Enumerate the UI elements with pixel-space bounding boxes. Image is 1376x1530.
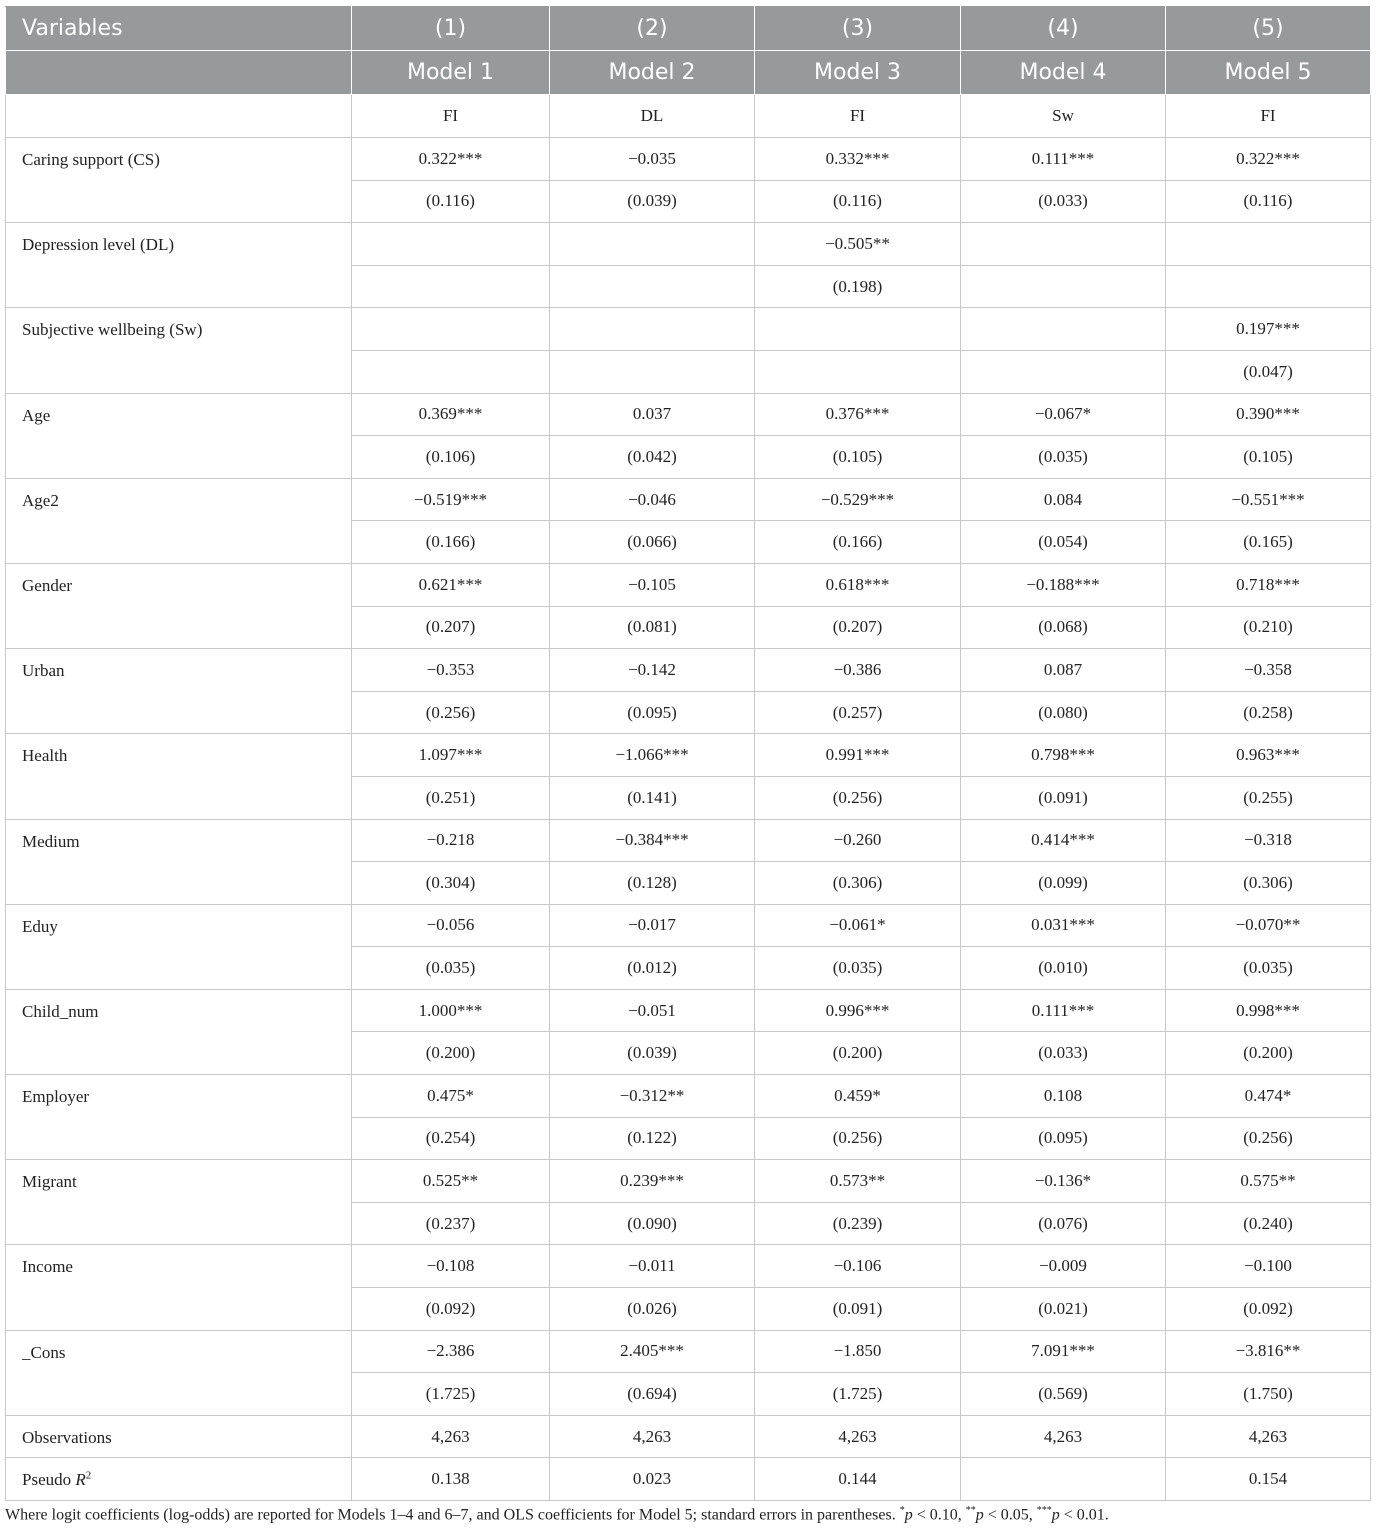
se-cell: (0.033)	[961, 180, 1166, 223]
variable-label-health: Health	[6, 734, 352, 819]
coef-cell: 0.376***	[755, 393, 961, 436]
pseudo-r2-label-text: Pseudo	[22, 1470, 76, 1490]
coef-cell: 0.108	[961, 1075, 1166, 1118]
se-cell: (1.750)	[1166, 1373, 1371, 1416]
se-cell: (0.569)	[961, 1373, 1166, 1416]
se-cell	[1166, 265, 1371, 308]
dependent-model-5: FI	[1166, 95, 1371, 138]
se-cell: (0.210)	[1166, 606, 1371, 649]
se-cell: (0.091)	[961, 776, 1166, 819]
coef-cell	[961, 308, 1166, 351]
se-cell: (0.095)	[961, 1117, 1166, 1160]
coef-cell: −0.551***	[1166, 478, 1371, 521]
observations-cell: 4,263	[755, 1415, 961, 1458]
coef-row-income	[6, 1245, 1371, 1288]
se-cell: (0.090)	[550, 1202, 755, 1245]
se-cell: (0.251)	[352, 776, 550, 819]
pseudo-r2-cell: 0.138	[352, 1458, 550, 1501]
header-col-5: (5)	[1166, 7, 1371, 51]
variable-label-employer: Employer	[6, 1075, 352, 1160]
se-cell: (0.256)	[1166, 1117, 1371, 1160]
se-cell: (0.200)	[755, 1032, 961, 1075]
coef-cell: −0.070**	[1166, 904, 1371, 947]
coef-cell: 0.459*	[755, 1075, 961, 1118]
se-cell: (0.035)	[961, 436, 1166, 479]
se-cell: (0.035)	[1166, 947, 1371, 990]
se-cell: (0.141)	[550, 776, 755, 819]
coef-cell: 1.097***	[352, 734, 550, 777]
se-cell: (0.200)	[352, 1032, 550, 1075]
se-cell: (0.010)	[961, 947, 1166, 990]
se-cell: (0.091)	[755, 1288, 961, 1331]
variable-label-urban: Urban	[6, 649, 352, 734]
coef-cell: 0.575**	[1166, 1160, 1371, 1203]
coef-row-subjective-wellbeing-sw	[6, 308, 1371, 351]
coef-row-health	[6, 734, 1371, 777]
header-model-2: Model 2	[550, 51, 755, 95]
se-cell: (0.116)	[1166, 180, 1371, 223]
footnote-p3-letter: p	[1051, 1506, 1060, 1524]
observations-cell: 4,263	[1166, 1415, 1371, 1458]
coef-cell: −0.051	[550, 989, 755, 1032]
coef-cell: −0.106	[755, 1245, 961, 1288]
se-cell: (0.239)	[755, 1202, 961, 1245]
se-cell: (0.066)	[550, 521, 755, 564]
pseudo-r2-label-r: R	[75, 1470, 86, 1490]
se-cell: (0.255)	[1166, 776, 1371, 819]
coef-cell: −0.529***	[755, 478, 961, 521]
header-col-1: (1)	[352, 7, 550, 51]
coef-row-eduy	[6, 904, 1371, 947]
observations-cell: 4,263	[550, 1415, 755, 1458]
regression-table	[5, 6, 1371, 1501]
coef-cell	[352, 223, 550, 266]
coef-cell: 0.621***	[352, 563, 550, 606]
header-col-4: (4)	[961, 7, 1166, 51]
pseudo-r2-label	[6, 1458, 352, 1501]
se-cell: (0.047)	[1166, 350, 1371, 393]
coef-cell: −0.386	[755, 649, 961, 692]
pseudo-r2-row	[6, 1458, 1371, 1501]
coef-cell	[755, 308, 961, 351]
coef-cell: −0.312**	[550, 1075, 755, 1118]
dependent-variable-row	[6, 95, 1371, 138]
se-cell: (0.257)	[755, 691, 961, 734]
footnote-p2-letter: p	[975, 1506, 984, 1524]
pseudo-r2-cell	[961, 1458, 1166, 1501]
coef-cell: −0.035	[550, 138, 755, 181]
coef-cell: −0.100	[1166, 1245, 1371, 1288]
coef-cell: 0.369***	[352, 393, 550, 436]
coef-cell: 0.239***	[550, 1160, 755, 1203]
coef-cell: −0.505**	[755, 223, 961, 266]
coef-cell: 0.111***	[961, 138, 1166, 181]
variable-label-medium: Medium	[6, 819, 352, 904]
coef-row-employer	[6, 1075, 1371, 1118]
se-cell: (0.068)	[961, 606, 1166, 649]
coef-cell: −0.519***	[352, 478, 550, 521]
footnote-p3-stars: ***	[1036, 1505, 1052, 1516]
se-cell: (0.039)	[550, 180, 755, 223]
se-cell	[550, 265, 755, 308]
se-cell	[961, 350, 1166, 393]
variable-label-age: Age	[6, 393, 352, 478]
footnote-p3-threshold: < 0.01.	[1059, 1506, 1109, 1524]
coef-cell	[550, 223, 755, 266]
se-cell	[961, 265, 1166, 308]
variable-label-migrant: Migrant	[6, 1160, 352, 1245]
coef-row-migrant	[6, 1160, 1371, 1203]
coef-row-caring-support-cs	[6, 138, 1371, 181]
se-cell: (0.254)	[352, 1117, 550, 1160]
footnote-p1-letter: p	[904, 1506, 913, 1524]
se-cell: (0.122)	[550, 1117, 755, 1160]
se-cell: (0.198)	[755, 265, 961, 308]
coef-cell	[961, 223, 1166, 266]
coef-cell: −0.260	[755, 819, 961, 862]
variable-label-gender: Gender	[6, 563, 352, 648]
header-col-2: (2)	[550, 7, 755, 51]
se-cell: (0.207)	[352, 606, 550, 649]
variable-label-caring-support-cs: Caring support (CS)	[6, 138, 352, 223]
se-cell: (0.306)	[755, 862, 961, 905]
coef-cell: 0.414***	[961, 819, 1166, 862]
table-footnote	[5, 1505, 1371, 1524]
observations-cell: 4,263	[352, 1415, 550, 1458]
coef-cell: 0.991***	[755, 734, 961, 777]
se-cell: (0.166)	[755, 521, 961, 564]
coef-cell: 0.084	[961, 478, 1166, 521]
coef-cell: −0.318	[1166, 819, 1371, 862]
coef-cell: 0.475*	[352, 1075, 550, 1118]
coef-row-gender	[6, 563, 1371, 606]
se-cell: (0.256)	[352, 691, 550, 734]
se-cell: (0.116)	[755, 180, 961, 223]
pseudo-r2-cell: 0.144	[755, 1458, 961, 1501]
coef-cell: 0.390***	[1166, 393, 1371, 436]
se-cell: (0.035)	[755, 947, 961, 990]
se-cell: (0.306)	[1166, 862, 1371, 905]
se-cell: (0.116)	[352, 180, 550, 223]
variable-label-cons: _Cons	[6, 1330, 352, 1415]
se-cell: (0.026)	[550, 1288, 755, 1331]
pseudo-r2-cell: 0.154	[1166, 1458, 1371, 1501]
se-cell: (0.095)	[550, 691, 755, 734]
coef-row-age2	[6, 478, 1371, 521]
coef-cell: 2.405***	[550, 1330, 755, 1373]
se-cell	[352, 350, 550, 393]
coef-cell: −0.188***	[961, 563, 1166, 606]
coef-cell: −0.218	[352, 819, 550, 862]
coef-row-age	[6, 393, 1371, 436]
coef-row-child-num	[6, 989, 1371, 1032]
se-cell	[550, 350, 755, 393]
coef-cell: −0.056	[352, 904, 550, 947]
coef-cell: 0.618***	[755, 563, 961, 606]
coef-cell: −0.353	[352, 649, 550, 692]
coef-cell	[550, 308, 755, 351]
header-model-3: Model 3	[755, 51, 961, 95]
coef-cell: −0.142	[550, 649, 755, 692]
variable-label-depression-level-dl: Depression level (DL)	[6, 223, 352, 308]
coef-cell: 0.031***	[961, 904, 1166, 947]
header-model-1: Model 1	[352, 51, 550, 95]
footnote-text: Where logit coefficients (log-odds) are reported for Models 1–4 and 6–7, and OLS coefficients for Model 5; standard errors in parentheses.	[5, 1506, 900, 1524]
se-cell	[352, 265, 550, 308]
coef-cell: 0.963***	[1166, 734, 1371, 777]
footnote-p1-stars: *	[899, 1505, 905, 1516]
coef-cell: −3.816**	[1166, 1330, 1371, 1373]
dependent-label	[6, 95, 352, 138]
se-cell: (0.256)	[755, 776, 961, 819]
coef-cell: −0.105	[550, 563, 755, 606]
coef-cell: −1.066***	[550, 734, 755, 777]
coef-cell: 0.037	[550, 393, 755, 436]
coef-row-depression-level-dl	[6, 223, 1371, 266]
coef-cell: −0.009	[961, 1245, 1166, 1288]
header-variables: Variables	[6, 7, 352, 51]
observations-row	[6, 1415, 1371, 1458]
se-cell: (0.099)	[961, 862, 1166, 905]
footnote-p1-threshold: < 0.10,	[912, 1506, 966, 1524]
se-cell: (0.042)	[550, 436, 755, 479]
coef-cell: −0.136*	[961, 1160, 1166, 1203]
coef-cell: −2.386	[352, 1330, 550, 1373]
se-cell: (0.039)	[550, 1032, 755, 1075]
coef-cell: 0.998***	[1166, 989, 1371, 1032]
coef-cell	[1166, 223, 1371, 266]
se-cell: (0.106)	[352, 436, 550, 479]
coef-cell: −0.011	[550, 1245, 755, 1288]
coef-cell: 0.322***	[1166, 138, 1371, 181]
header-col-3: (3)	[755, 7, 961, 51]
se-cell: (0.054)	[961, 521, 1166, 564]
coef-row-cons	[6, 1330, 1371, 1373]
coef-cell: 1.000***	[352, 989, 550, 1032]
coef-cell: −1.850	[755, 1330, 961, 1373]
se-cell: (0.128)	[550, 862, 755, 905]
se-cell: (0.012)	[550, 947, 755, 990]
se-cell: (0.021)	[961, 1288, 1166, 1331]
header-blank	[6, 51, 352, 95]
se-cell: (0.081)	[550, 606, 755, 649]
se-cell: (0.207)	[755, 606, 961, 649]
coef-cell: −0.108	[352, 1245, 550, 1288]
coef-cell: 0.111***	[961, 989, 1166, 1032]
header-model-5: Model 5	[1166, 51, 1371, 95]
footnote-p2-stars: **	[965, 1505, 976, 1516]
dependent-model-4: Sw	[961, 95, 1166, 138]
coef-cell: −0.358	[1166, 649, 1371, 692]
coef-cell: −0.061*	[755, 904, 961, 947]
coef-cell: 0.087	[961, 649, 1166, 692]
se-cell: (0.304)	[352, 862, 550, 905]
coef-cell: 0.573**	[755, 1160, 961, 1203]
observations-label: Observations	[6, 1415, 352, 1458]
coef-cell	[352, 308, 550, 351]
coef-cell: 7.091***	[961, 1330, 1166, 1373]
coef-cell: −0.046	[550, 478, 755, 521]
se-cell: (1.725)	[755, 1373, 961, 1416]
se-cell: (0.105)	[755, 436, 961, 479]
se-cell	[755, 350, 961, 393]
se-cell: (0.035)	[352, 947, 550, 990]
coef-cell: 0.332***	[755, 138, 961, 181]
coef-cell: 0.996***	[755, 989, 961, 1032]
se-cell: (0.076)	[961, 1202, 1166, 1245]
se-cell: (0.092)	[352, 1288, 550, 1331]
coef-cell: 0.798***	[961, 734, 1166, 777]
se-cell: (0.694)	[550, 1373, 755, 1416]
se-cell: (0.240)	[1166, 1202, 1371, 1245]
variable-label-subjective-wellbeing-sw: Subjective wellbeing (Sw)	[6, 308, 352, 393]
se-cell: (1.725)	[352, 1373, 550, 1416]
coef-cell: −0.384***	[550, 819, 755, 862]
header-model-4: Model 4	[961, 51, 1166, 95]
se-cell: (0.166)	[352, 521, 550, 564]
coef-cell: 0.525**	[352, 1160, 550, 1203]
variable-label-eduy: Eduy	[6, 904, 352, 989]
se-cell: (0.237)	[352, 1202, 550, 1245]
dependent-model-2: DL	[550, 95, 755, 138]
coef-cell: 0.322***	[352, 138, 550, 181]
pseudo-r2-cell: 0.023	[550, 1458, 755, 1501]
variable-label-child-num: Child_num	[6, 989, 352, 1074]
se-cell: (0.105)	[1166, 436, 1371, 479]
coef-cell: 0.718***	[1166, 563, 1371, 606]
pseudo-r2-label-sup: 2	[85, 1469, 92, 1482]
coef-cell: −0.017	[550, 904, 755, 947]
coef-cell: 0.197***	[1166, 308, 1371, 351]
se-cell: (0.092)	[1166, 1288, 1371, 1331]
se-cell: (0.080)	[961, 691, 1166, 734]
variable-label-age2: Age2	[6, 478, 352, 563]
dependent-model-3: FI	[755, 95, 961, 138]
coef-cell: 0.474*	[1166, 1075, 1371, 1118]
coef-row-medium	[6, 819, 1371, 862]
header-row-column-numbers	[6, 7, 1371, 51]
se-cell: (0.256)	[755, 1117, 961, 1160]
se-cell: (0.165)	[1166, 521, 1371, 564]
footnote-p2-threshold: < 0.05,	[983, 1506, 1037, 1524]
se-cell: (0.200)	[1166, 1032, 1371, 1075]
variable-label-income: Income	[6, 1245, 352, 1330]
se-cell: (0.033)	[961, 1032, 1166, 1075]
coef-cell: −0.067*	[961, 393, 1166, 436]
dependent-model-1: FI	[352, 95, 550, 138]
header-row-model-names	[6, 51, 1371, 95]
se-cell: (0.258)	[1166, 691, 1371, 734]
coef-row-urban	[6, 649, 1371, 692]
observations-cell: 4,263	[961, 1415, 1166, 1458]
